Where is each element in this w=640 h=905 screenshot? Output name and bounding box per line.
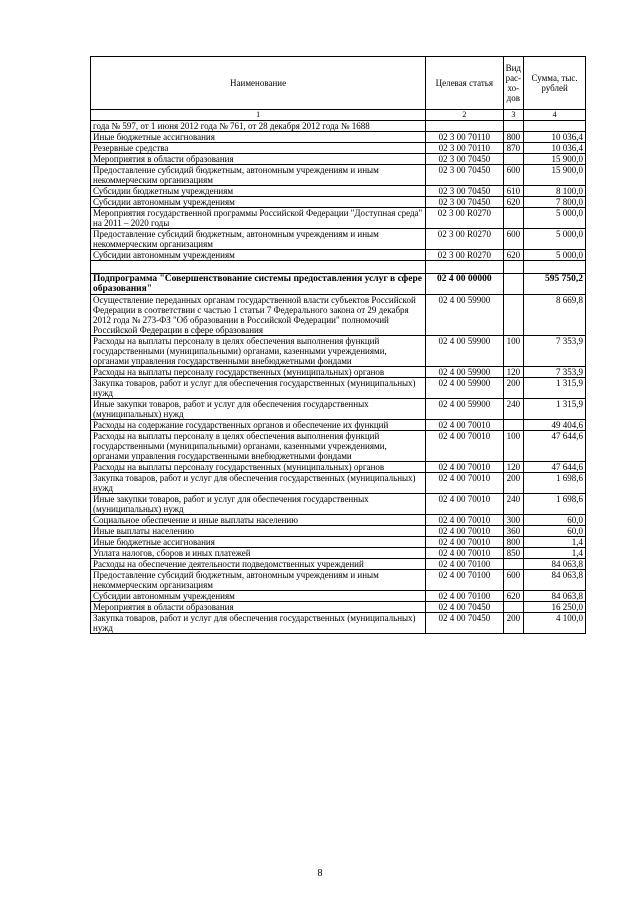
name-cell: Субсидии бюджетным учреждениям: [91, 186, 426, 197]
code-cell: 02 3 00 70450: [426, 165, 503, 186]
sum-cell: [524, 121, 586, 132]
type-cell: 600: [503, 165, 524, 186]
sum-cell: 60,0: [524, 515, 586, 526]
type-cell: 800: [503, 132, 524, 143]
code-cell: 02 4 00 70100: [426, 591, 503, 602]
type-cell: 120: [503, 462, 524, 473]
code-cell: 02 4 00 70450: [426, 602, 503, 613]
sum-cell: 7 353,9: [524, 367, 586, 378]
code-cell: 02 4 00 70010: [426, 548, 503, 559]
sum-cell: 1 698,6: [524, 473, 586, 494]
header-type: Вид рас- хо- дов: [503, 57, 524, 110]
code-cell: 02 4 00 70450: [426, 613, 503, 634]
table-row: [91, 121, 586, 132]
sum-cell: 4 100,0: [524, 613, 586, 634]
table-row: [91, 143, 586, 154]
sum-cell: 47 644,6: [524, 462, 586, 473]
type-cell: 300: [503, 515, 524, 526]
code-cell: 02 4 00 70100: [426, 559, 503, 570]
type-cell: 200: [503, 473, 524, 494]
name-cell: Социальное обеспечение и иные выплаты населению: [91, 515, 426, 526]
code-cell: [426, 121, 503, 132]
type-cell: 100: [503, 431, 524, 462]
name-cell: Расходы на выплаты персоналу государственных (муниципальных) органов: [91, 462, 426, 473]
spacer-row: [91, 261, 586, 274]
name-cell: Иные закупки товаров, работ и услуг для обеспечения государственных (муниципальных) нужд: [91, 399, 426, 420]
name-cell: Закупка товаров, работ и услуг для обеспечения государственных (муниципальных) нужд: [91, 378, 426, 399]
table-row: [91, 462, 586, 473]
table-row: [91, 515, 586, 526]
name-cell: Мероприятия в области образования: [91, 602, 426, 613]
type-cell: 620: [503, 591, 524, 602]
name-cell: Расходы на выплаты персоналу в целях обеспечения выполнения функций государственными (муниципальными) органами, казенными учреждениями, органами управления государственными внебюджетными фондами: [91, 431, 426, 462]
sum-cell: 84 063,8: [524, 559, 586, 570]
name-cell: Иные бюджетные ассигнования: [91, 132, 426, 143]
code-cell: 02 4 00 70010: [426, 537, 503, 548]
type-cell: 870: [503, 143, 524, 154]
code-cell: 02 3 00 R0270: [426, 208, 503, 229]
name-cell: Субсидии автономным учреждениям: [91, 250, 426, 261]
header-sum: Сумма, тыс. рублей: [524, 57, 586, 110]
type-cell: [503, 559, 524, 570]
code-cell: 02 4 00 70010: [426, 420, 503, 431]
sum-cell: 595 750,2: [524, 274, 586, 295]
sum-cell: 5 000,0: [524, 208, 586, 229]
table-row: [91, 367, 586, 378]
code-cell: 02 4 00 59900: [426, 399, 503, 420]
column-number: 1: [91, 110, 426, 121]
sum-cell: 60,0: [524, 526, 586, 537]
sum-cell: 1,4: [524, 548, 586, 559]
type-cell: 620: [503, 250, 524, 261]
code-cell: 02 4 00 70100: [426, 570, 503, 591]
table-row: [91, 336, 586, 367]
table-row: [91, 431, 586, 462]
code-cell: [426, 261, 503, 274]
table-row: [91, 537, 586, 548]
column-number: 2: [426, 110, 503, 121]
budget-table: [90, 56, 586, 634]
name-cell: Иные выплаты населению: [91, 526, 426, 537]
column-number: 4: [524, 110, 586, 121]
table-row: [91, 132, 586, 143]
table-row: [91, 208, 586, 229]
type-cell: [503, 274, 524, 295]
name-cell: [91, 261, 426, 274]
name-cell: Осуществление переданных органам государственной власти субъектов Российской Федерации в соответствии с частью 1 статьи 7 Федерального закона от 29 декабря 2012 года № 273-ФЗ "Об образовании в Российской Федерации" полномочий Российской Федерации в сфере образования: [91, 295, 426, 336]
type-cell: 610: [503, 186, 524, 197]
code-cell: 02 3 00 R0270: [426, 250, 503, 261]
table-header: [91, 57, 586, 121]
sum-cell: 5 000,0: [524, 250, 586, 261]
sum-cell: 15 900,0: [524, 165, 586, 186]
code-cell: 02 3 00 R0270: [426, 229, 503, 250]
type-cell: 240: [503, 494, 524, 515]
type-cell: 800: [503, 537, 524, 548]
type-cell: [503, 121, 524, 132]
sum-cell: 16 250,0: [524, 602, 586, 613]
type-cell: [503, 261, 524, 274]
sum-cell: 5 000,0: [524, 229, 586, 250]
table-row: [91, 186, 586, 197]
type-cell: 600: [503, 229, 524, 250]
table-row: [91, 548, 586, 559]
table-row: [91, 229, 586, 250]
code-cell: 02 3 00 70110: [426, 132, 503, 143]
code-cell: 02 4 00 59900: [426, 336, 503, 367]
column-number-row: [91, 110, 586, 121]
sum-cell: 1 315,9: [524, 378, 586, 399]
table-row: [91, 613, 586, 634]
table-row: [91, 570, 586, 591]
type-cell: 200: [503, 378, 524, 399]
name-cell: года № 597, от 1 июня 2012 года № 761, от 28 декабря 2012 года № 1688: [91, 121, 426, 132]
name-cell: Предоставление субсидий бюджетным, автономным учреждениям и иным некоммерческим организациям: [91, 570, 426, 591]
code-cell: 02 4 00 00000: [426, 274, 503, 295]
code-cell: 02 3 00 70450: [426, 154, 503, 165]
type-cell: 600: [503, 570, 524, 591]
sum-cell: 49 404,6: [524, 420, 586, 431]
name-cell: Подпрограмма "Совершенствование системы предоставления услуг в сфере образования": [91, 274, 426, 295]
code-cell: 02 3 00 70110: [426, 143, 503, 154]
sum-cell: 47 644,6: [524, 431, 586, 462]
table-row: [91, 250, 586, 261]
type-cell: 120: [503, 367, 524, 378]
name-cell: Резервные средства: [91, 143, 426, 154]
name-cell: Расходы на выплаты персоналу государственных (муниципальных) органов: [91, 367, 426, 378]
code-cell: 02 4 00 70010: [426, 462, 503, 473]
sum-cell: 8 100,0: [524, 186, 586, 197]
sum-cell: 7 353,9: [524, 336, 586, 367]
type-cell: [503, 602, 524, 613]
sum-cell: 1 698,6: [524, 494, 586, 515]
header-code: Целевая статья: [426, 57, 503, 110]
header-name: Наименование: [91, 57, 426, 110]
type-cell: [503, 420, 524, 431]
table-row: [91, 154, 586, 165]
page-number: 8: [317, 868, 323, 879]
type-cell: [503, 154, 524, 165]
table-row: [91, 494, 586, 515]
name-cell: Иные закупки товаров, работ и услуг для обеспечения государственных (муниципальных) нужд: [91, 494, 426, 515]
table-row: [91, 602, 586, 613]
name-cell: Расходы на обеспечение деятельности подведомственных учреждений: [91, 559, 426, 570]
code-cell: 02 3 00 70450: [426, 186, 503, 197]
code-cell: 02 4 00 59900: [426, 295, 503, 336]
name-cell: Закупка товаров, работ и услуг для обеспечения государственных (муниципальных) нужд: [91, 613, 426, 634]
name-cell: Субсидии автономным учреждениям: [91, 591, 426, 602]
name-cell: Предоставление субсидий бюджетным, автономным учреждениям и иным некоммерческим организациям: [91, 229, 426, 250]
code-cell: 02 4 00 70010: [426, 494, 503, 515]
sum-cell: 10 036,4: [524, 132, 586, 143]
table-row: [91, 378, 586, 399]
sum-cell: 7 800,0: [524, 197, 586, 208]
code-cell: 02 4 00 70010: [426, 473, 503, 494]
sum-cell: 1 315,9: [524, 399, 586, 420]
name-cell: Иные бюджетные ассигнования: [91, 537, 426, 548]
code-cell: 02 4 00 70010: [426, 526, 503, 537]
name-cell: Уплата налогов, сборов и иных платежей: [91, 548, 426, 559]
table-row: [91, 591, 586, 602]
code-cell: 02 3 00 70450: [426, 197, 503, 208]
type-cell: 100: [503, 336, 524, 367]
type-cell: 200: [503, 613, 524, 634]
name-cell: Субсидии автономным учреждениям: [91, 197, 426, 208]
sum-cell: 8 669,8: [524, 295, 586, 336]
sum-cell: 1,4: [524, 537, 586, 548]
table-row: [91, 473, 586, 494]
sum-cell: 10 036,4: [524, 143, 586, 154]
code-cell: 02 4 00 59900: [426, 367, 503, 378]
code-cell: 02 4 00 70010: [426, 431, 503, 462]
name-cell: Мероприятия в области образования: [91, 154, 426, 165]
table-row: [91, 559, 586, 570]
sum-cell: 84 063,8: [524, 591, 586, 602]
column-number: 3: [503, 110, 524, 121]
table-row: [91, 197, 586, 208]
code-cell: 02 4 00 70010: [426, 515, 503, 526]
type-cell: [503, 295, 524, 336]
table-row: [91, 399, 586, 420]
type-cell: 620: [503, 197, 524, 208]
sum-cell: 15 900,0: [524, 154, 586, 165]
name-cell: Расходы на содержание государственных органов и обеспечение их функций: [91, 420, 426, 431]
sum-cell: 84 063,8: [524, 570, 586, 591]
table-row: [91, 165, 586, 186]
table-body: [91, 121, 586, 634]
code-cell: 02 4 00 59900: [426, 378, 503, 399]
table-row: [91, 526, 586, 537]
subprogram-row: [91, 274, 586, 295]
name-cell: Предоставление субсидий бюджетным, автономным учреждениям и иным некоммерческим организациям: [91, 165, 426, 186]
name-cell: Расходы на выплаты персоналу в целях обеспечения выполнения функций государственными (муниципальными) органами, казенными учреждениями, органами управления государственными внебюджетными фондами: [91, 336, 426, 367]
type-cell: 240: [503, 399, 524, 420]
table-row: [91, 420, 586, 431]
table-row: [91, 295, 586, 336]
type-cell: [503, 208, 524, 229]
type-cell: 850: [503, 548, 524, 559]
name-cell: Мероприятия государственной программы Российской Федерации "Доступная среда" на 2011 – 2020 годы: [91, 208, 426, 229]
type-cell: 360: [503, 526, 524, 537]
sum-cell: [524, 261, 586, 274]
name-cell: Закупка товаров, работ и услуг для обеспечения государственных (муниципальных) нужд: [91, 473, 426, 494]
